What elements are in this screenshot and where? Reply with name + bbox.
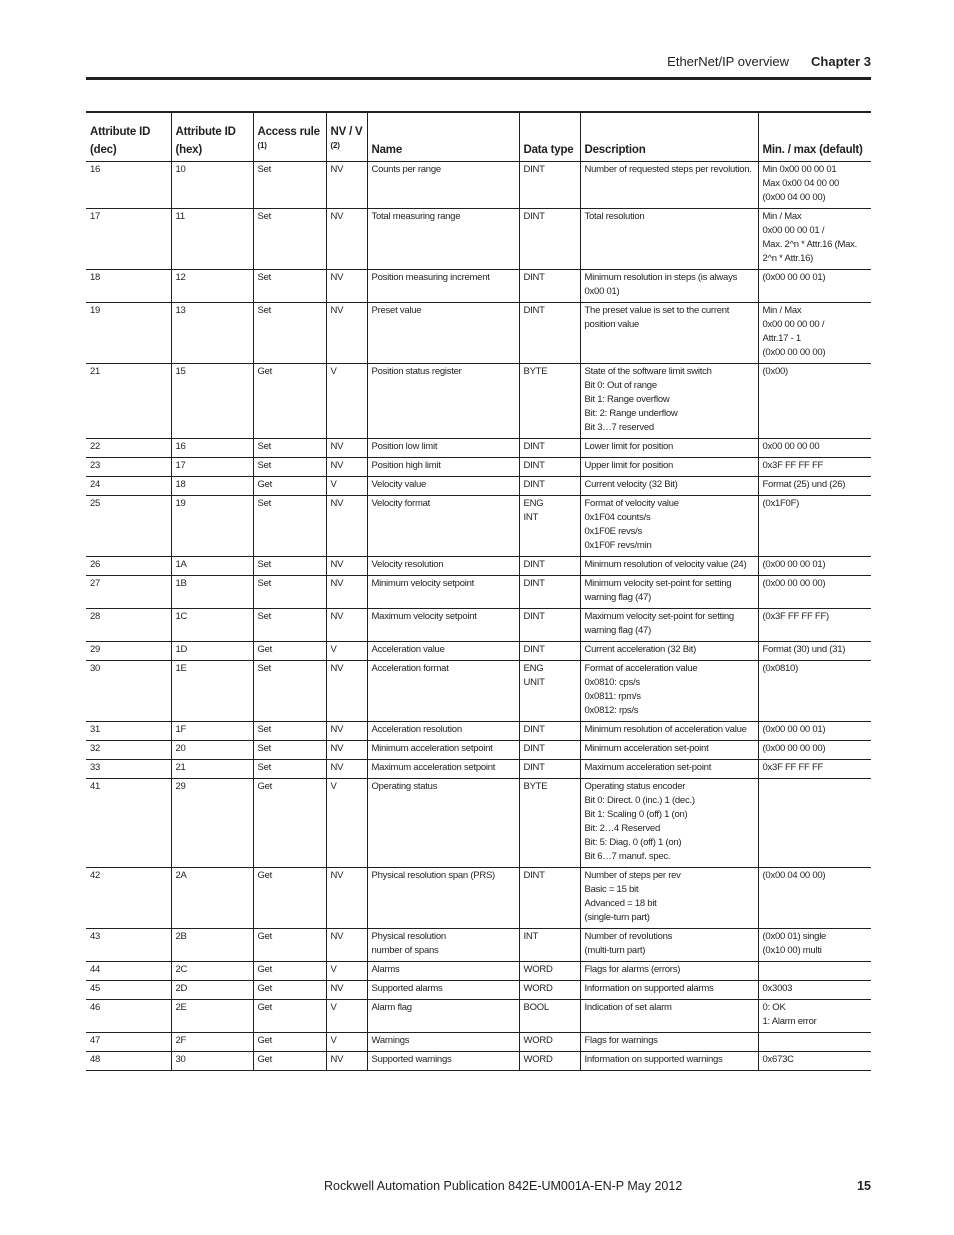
cell-attr-dec: 32 bbox=[86, 741, 171, 760]
col-header-datatype: Data type bbox=[519, 112, 580, 162]
section-title: EtherNet/IP overview bbox=[667, 54, 790, 69]
col-header-name: Name bbox=[367, 112, 519, 162]
cell-access: Get bbox=[253, 1033, 326, 1052]
cell-nv: NV bbox=[326, 270, 367, 303]
footnote-ref-2: (2) bbox=[330, 141, 340, 151]
cell-datatype: DINT bbox=[519, 439, 580, 458]
cell-access: Set bbox=[253, 162, 326, 209]
cell-access: Set bbox=[253, 209, 326, 270]
cell-datatype: DINT bbox=[519, 162, 580, 209]
cell-nv: V bbox=[326, 642, 367, 661]
cell-description: The preset value is set to the current position value bbox=[580, 303, 758, 364]
cell-minmax: Min / Max 0x00 00 00 00 / Attr.17 - 1 (0x00 00 00 00) bbox=[758, 303, 871, 364]
chapter-label: Chapter 3 bbox=[811, 54, 871, 69]
cell-attr-dec: 18 bbox=[86, 270, 171, 303]
cell-attr-dec: 24 bbox=[86, 477, 171, 496]
cell-datatype: BOOL bbox=[519, 1000, 580, 1033]
cell-minmax: (0x00 00 00 01) bbox=[758, 722, 871, 741]
cell-attr-hex: 2A bbox=[171, 868, 253, 929]
cell-attr-dec: 33 bbox=[86, 760, 171, 779]
cell-minmax: (0x00 00 00 01) bbox=[758, 557, 871, 576]
cell-datatype: WORD bbox=[519, 1033, 580, 1052]
table-row bbox=[86, 270, 871, 303]
cell-minmax: (0x00 04 00 00) bbox=[758, 868, 871, 929]
cell-access: Get bbox=[253, 1000, 326, 1033]
cell-attr-hex: 18 bbox=[171, 477, 253, 496]
cell-description: State of the software limit switch Bit 0: Out of range Bit 1: Range overflow Bit: 2: Range underflow Bit 3…7 reserved bbox=[580, 364, 758, 439]
cell-minmax: 0x00 00 00 00 bbox=[758, 439, 871, 458]
cell-datatype: DINT bbox=[519, 458, 580, 477]
cell-datatype: DINT bbox=[519, 868, 580, 929]
cell-access: Get bbox=[253, 929, 326, 962]
table-row bbox=[86, 477, 871, 496]
cell-attr-hex: 13 bbox=[171, 303, 253, 364]
cell-datatype: DINT bbox=[519, 557, 580, 576]
cell-attr-dec: 31 bbox=[86, 722, 171, 741]
table-row bbox=[86, 929, 871, 962]
cell-datatype: DINT bbox=[519, 576, 580, 609]
table-row bbox=[86, 557, 871, 576]
cell-access: Get bbox=[253, 477, 326, 496]
cell-attr-dec: 16 bbox=[86, 162, 171, 209]
cell-minmax: (0x00 01) single (0x10 00) multi bbox=[758, 929, 871, 962]
cell-attr-dec: 21 bbox=[86, 364, 171, 439]
cell-minmax: Min / Max 0x00 00 00 01 / Max. 2^n * Attr.16 (Max. 2^n * Attr.16) bbox=[758, 209, 871, 270]
running-header bbox=[86, 52, 871, 72]
cell-name: Alarms bbox=[367, 962, 519, 981]
cell-minmax: 0x3F FF FF FF bbox=[758, 458, 871, 477]
cell-nv: V bbox=[326, 962, 367, 981]
table-row bbox=[86, 962, 871, 981]
cell-minmax bbox=[758, 1033, 871, 1052]
cell-name: Acceleration format bbox=[367, 661, 519, 722]
cell-nv: NV bbox=[326, 458, 367, 477]
cell-attr-hex: 1E bbox=[171, 661, 253, 722]
cell-minmax: (0x1F0F) bbox=[758, 496, 871, 557]
cell-nv: V bbox=[326, 364, 367, 439]
cell-name: Supported alarms bbox=[367, 981, 519, 1000]
table-row bbox=[86, 439, 871, 458]
cell-description: Minimum resolution of velocity value (24) bbox=[580, 557, 758, 576]
cell-nv: NV bbox=[326, 1052, 367, 1071]
cell-description: Current velocity (32 Bit) bbox=[580, 477, 758, 496]
cell-name: Minimum velocity setpoint bbox=[367, 576, 519, 609]
cell-nv: NV bbox=[326, 576, 367, 609]
cell-attr-hex: 1A bbox=[171, 557, 253, 576]
cell-datatype: DINT bbox=[519, 209, 580, 270]
cell-minmax: (0x3F FF FF FF) bbox=[758, 609, 871, 642]
cell-name: Position status register bbox=[367, 364, 519, 439]
table-row bbox=[86, 981, 871, 1000]
cell-access: Set bbox=[253, 576, 326, 609]
page-footer bbox=[86, 1176, 871, 1196]
cell-attr-hex: 12 bbox=[171, 270, 253, 303]
cell-datatype: INT bbox=[519, 929, 580, 962]
cell-attr-hex: 20 bbox=[171, 741, 253, 760]
cell-attr-dec: 42 bbox=[86, 868, 171, 929]
cell-attr-hex: 1C bbox=[171, 609, 253, 642]
cell-attr-hex: 2F bbox=[171, 1033, 253, 1052]
cell-attr-dec: 26 bbox=[86, 557, 171, 576]
cell-attr-hex: 17 bbox=[171, 458, 253, 477]
cell-name: Warnings bbox=[367, 1033, 519, 1052]
cell-name: Supported warnings bbox=[367, 1052, 519, 1071]
footnote-ref-1: (1) bbox=[257, 141, 267, 151]
table-row bbox=[86, 609, 871, 642]
cell-nv: NV bbox=[326, 496, 367, 557]
cell-access: Get bbox=[253, 962, 326, 981]
cell-nv: NV bbox=[326, 439, 367, 458]
cell-description: Indication of set alarm bbox=[580, 1000, 758, 1033]
cell-datatype: DINT bbox=[519, 741, 580, 760]
cell-datatype: DINT bbox=[519, 760, 580, 779]
cell-access: Set bbox=[253, 270, 326, 303]
cell-minmax: 0x3003 bbox=[758, 981, 871, 1000]
cell-access: Get bbox=[253, 1052, 326, 1071]
cell-description: Flags for warnings bbox=[580, 1033, 758, 1052]
cell-attr-dec: 22 bbox=[86, 439, 171, 458]
cell-description: Lower limit for position bbox=[580, 439, 758, 458]
cell-name: Velocity resolution bbox=[367, 557, 519, 576]
cell-nv: NV bbox=[326, 661, 367, 722]
cell-nv: NV bbox=[326, 741, 367, 760]
cell-nv: V bbox=[326, 1000, 367, 1033]
cell-nv: NV bbox=[326, 557, 367, 576]
col-header-access bbox=[253, 112, 326, 162]
cell-name: Operating status bbox=[367, 779, 519, 868]
cell-name: Position measuring increment bbox=[367, 270, 519, 303]
table-row bbox=[86, 576, 871, 609]
cell-name: Physical resolution span (PRS) bbox=[367, 868, 519, 929]
cell-name: Total measuring range bbox=[367, 209, 519, 270]
cell-description: Current acceleration (32 Bit) bbox=[580, 642, 758, 661]
cell-attr-dec: 23 bbox=[86, 458, 171, 477]
cell-name: Preset value bbox=[367, 303, 519, 364]
cell-description: Number of steps per rev Basic = 15 bit Advanced = 18 bit (single-turn part) bbox=[580, 868, 758, 929]
cell-access: Set bbox=[253, 458, 326, 477]
cell-datatype: DINT bbox=[519, 642, 580, 661]
table-row bbox=[86, 364, 871, 439]
cell-description: Number of requested steps per revolution. bbox=[580, 162, 758, 209]
cell-datatype: DINT bbox=[519, 722, 580, 741]
cell-minmax bbox=[758, 779, 871, 868]
cell-attr-hex: 21 bbox=[171, 760, 253, 779]
cell-attr-dec: 30 bbox=[86, 661, 171, 722]
attribute-table bbox=[86, 111, 871, 1071]
cell-attr-hex: 29 bbox=[171, 779, 253, 868]
cell-name: Alarm flag bbox=[367, 1000, 519, 1033]
publication-info: Rockwell Automation Publication 842E-UM001A-EN-P May 2012 bbox=[324, 1179, 683, 1193]
cell-description: Format of velocity value 0x1F04 counts/s 0x1F0E revs/s 0x1F0F revs/min bbox=[580, 496, 758, 557]
cell-nv: NV bbox=[326, 722, 367, 741]
header-rule bbox=[86, 77, 871, 80]
cell-access: Set bbox=[253, 741, 326, 760]
cell-attr-hex: 1D bbox=[171, 642, 253, 661]
cell-attr-dec: 17 bbox=[86, 209, 171, 270]
cell-description: Maximum acceleration set-point bbox=[580, 760, 758, 779]
col-header-nv-label: NV / V bbox=[330, 126, 363, 138]
cell-attr-hex: 1B bbox=[171, 576, 253, 609]
cell-description: Information on supported alarms bbox=[580, 981, 758, 1000]
cell-attr-hex: 11 bbox=[171, 209, 253, 270]
cell-access: Set bbox=[253, 609, 326, 642]
cell-minmax: Min 0x00 00 00 01 Max 0x00 04 00 00 (0x00 04 00 00) bbox=[758, 162, 871, 209]
table-row bbox=[86, 868, 871, 929]
col-header-attr-dec: Attribute ID (dec) bbox=[86, 112, 171, 162]
cell-description: Total resolution bbox=[580, 209, 758, 270]
table-row bbox=[86, 760, 871, 779]
cell-nv: NV bbox=[326, 981, 367, 1000]
cell-description: Information on supported warnings bbox=[580, 1052, 758, 1071]
cell-name: Position low limit bbox=[367, 439, 519, 458]
table-row bbox=[86, 741, 871, 760]
col-header-minmax: Min. / max (default) bbox=[758, 112, 871, 162]
cell-nv: NV bbox=[326, 162, 367, 209]
cell-minmax: 0x673C bbox=[758, 1052, 871, 1071]
cell-datatype: ENG INT bbox=[519, 496, 580, 557]
cell-access: Set bbox=[253, 661, 326, 722]
table-row bbox=[86, 1052, 871, 1071]
cell-access: Set bbox=[253, 496, 326, 557]
table-row bbox=[86, 303, 871, 364]
cell-minmax: (0x00 00 00 00) bbox=[758, 576, 871, 609]
table-header-row bbox=[86, 112, 871, 162]
cell-attr-dec: 19 bbox=[86, 303, 171, 364]
cell-attr-dec: 45 bbox=[86, 981, 171, 1000]
cell-name: Acceleration value bbox=[367, 642, 519, 661]
cell-attr-dec: 28 bbox=[86, 609, 171, 642]
cell-attr-dec: 29 bbox=[86, 642, 171, 661]
cell-access: Get bbox=[253, 779, 326, 868]
cell-minmax bbox=[758, 962, 871, 981]
cell-name: Acceleration resolution bbox=[367, 722, 519, 741]
cell-name: Counts per range bbox=[367, 162, 519, 209]
col-header-description: Description bbox=[580, 112, 758, 162]
cell-nv: NV bbox=[326, 868, 367, 929]
cell-attr-dec: 48 bbox=[86, 1052, 171, 1071]
cell-attr-hex: 1F bbox=[171, 722, 253, 741]
cell-description: Number of revolutions (multi-turn part) bbox=[580, 929, 758, 962]
cell-description: Upper limit for position bbox=[580, 458, 758, 477]
table-row bbox=[86, 779, 871, 868]
cell-access: Get bbox=[253, 868, 326, 929]
cell-nv: NV bbox=[326, 760, 367, 779]
cell-minmax: 0: OK 1: Alarm error bbox=[758, 1000, 871, 1033]
cell-access: Get bbox=[253, 642, 326, 661]
cell-name: Minimum acceleration setpoint bbox=[367, 741, 519, 760]
cell-name: Velocity format bbox=[367, 496, 519, 557]
cell-attr-dec: 25 bbox=[86, 496, 171, 557]
cell-attr-dec: 46 bbox=[86, 1000, 171, 1033]
cell-description: Flags for alarms (errors) bbox=[580, 962, 758, 981]
cell-name: Velocity value bbox=[367, 477, 519, 496]
cell-datatype: BYTE bbox=[519, 364, 580, 439]
table-row bbox=[86, 162, 871, 209]
cell-attr-hex: 2B bbox=[171, 929, 253, 962]
cell-minmax: 0x3F FF FF FF bbox=[758, 760, 871, 779]
cell-attr-hex: 2D bbox=[171, 981, 253, 1000]
cell-minmax: (0x00 00 00 01) bbox=[758, 270, 871, 303]
cell-name: Maximum acceleration setpoint bbox=[367, 760, 519, 779]
col-header-nv bbox=[326, 112, 367, 162]
cell-description: Minimum acceleration set-point bbox=[580, 741, 758, 760]
cell-attr-dec: 47 bbox=[86, 1033, 171, 1052]
table-row bbox=[86, 722, 871, 741]
cell-attr-dec: 44 bbox=[86, 962, 171, 981]
cell-datatype: DINT bbox=[519, 270, 580, 303]
cell-description: Maximum velocity set-point for setting warning flag (47) bbox=[580, 609, 758, 642]
cell-access: Set bbox=[253, 439, 326, 458]
cell-description: Minimum velocity set-point for setting warning flag (47) bbox=[580, 576, 758, 609]
table-row bbox=[86, 1033, 871, 1052]
cell-attr-hex: 15 bbox=[171, 364, 253, 439]
cell-name: Maximum velocity setpoint bbox=[367, 609, 519, 642]
cell-description: Format of acceleration value 0x0810: cps/s 0x0811: rpm/s 0x0812: rps/s bbox=[580, 661, 758, 722]
cell-attr-dec: 43 bbox=[86, 929, 171, 962]
table-row bbox=[86, 209, 871, 270]
cell-attr-hex: 19 bbox=[171, 496, 253, 557]
cell-nv: V bbox=[326, 477, 367, 496]
cell-minmax: (0x00) bbox=[758, 364, 871, 439]
cell-nv: V bbox=[326, 779, 367, 868]
cell-name: Physical resolution number of spans bbox=[367, 929, 519, 962]
cell-description: Operating status encoder Bit 0: Direct. 0 (inc.) 1 (dec.) Bit 1: Scaling 0 (off) 1 (on) Bit: 2…4 Reserved Bit: 5: Diag. 0 (off) 1 (on) Bit 6…7 manuf. spec. bbox=[580, 779, 758, 868]
cell-datatype: WORD bbox=[519, 962, 580, 981]
cell-attr-hex: 10 bbox=[171, 162, 253, 209]
cell-access: Get bbox=[253, 981, 326, 1000]
page-number: 15 bbox=[857, 1179, 871, 1193]
cell-attr-hex: 16 bbox=[171, 439, 253, 458]
cell-attr-dec: 41 bbox=[86, 779, 171, 868]
cell-nv: NV bbox=[326, 609, 367, 642]
cell-access: Set bbox=[253, 760, 326, 779]
cell-datatype: ENG UNIT bbox=[519, 661, 580, 722]
cell-name: Position high limit bbox=[367, 458, 519, 477]
cell-minmax: Format (25) und (26) bbox=[758, 477, 871, 496]
cell-minmax: (0x0810) bbox=[758, 661, 871, 722]
cell-description: Minimum resolution of acceleration value bbox=[580, 722, 758, 741]
cell-datatype: WORD bbox=[519, 981, 580, 1000]
cell-minmax: (0x00 00 00 00) bbox=[758, 741, 871, 760]
table-row bbox=[86, 642, 871, 661]
col-header-attr-hex: Attribute ID (hex) bbox=[171, 112, 253, 162]
cell-datatype: BYTE bbox=[519, 779, 580, 868]
cell-access: Get bbox=[253, 364, 326, 439]
table-body bbox=[86, 162, 871, 1071]
cell-nv: V bbox=[326, 1033, 367, 1052]
cell-nv: NV bbox=[326, 303, 367, 364]
table-row bbox=[86, 496, 871, 557]
cell-datatype: DINT bbox=[519, 609, 580, 642]
cell-attr-hex: 2E bbox=[171, 1000, 253, 1033]
table-row bbox=[86, 458, 871, 477]
cell-attr-hex: 30 bbox=[171, 1052, 253, 1071]
cell-access: Set bbox=[253, 557, 326, 576]
cell-nv: NV bbox=[326, 209, 367, 270]
cell-access: Set bbox=[253, 303, 326, 364]
col-header-access-label: Access rule bbox=[257, 126, 320, 138]
cell-datatype: WORD bbox=[519, 1052, 580, 1071]
cell-nv: NV bbox=[326, 929, 367, 962]
cell-access: Set bbox=[253, 722, 326, 741]
cell-description: Minimum resolution in steps (is always 0x00 01) bbox=[580, 270, 758, 303]
table-row bbox=[86, 661, 871, 722]
cell-attr-dec: 27 bbox=[86, 576, 171, 609]
cell-datatype: DINT bbox=[519, 477, 580, 496]
table-row bbox=[86, 1000, 871, 1033]
cell-datatype: DINT bbox=[519, 303, 580, 364]
cell-minmax: Format (30) und (31) bbox=[758, 642, 871, 661]
cell-attr-hex: 2C bbox=[171, 962, 253, 981]
